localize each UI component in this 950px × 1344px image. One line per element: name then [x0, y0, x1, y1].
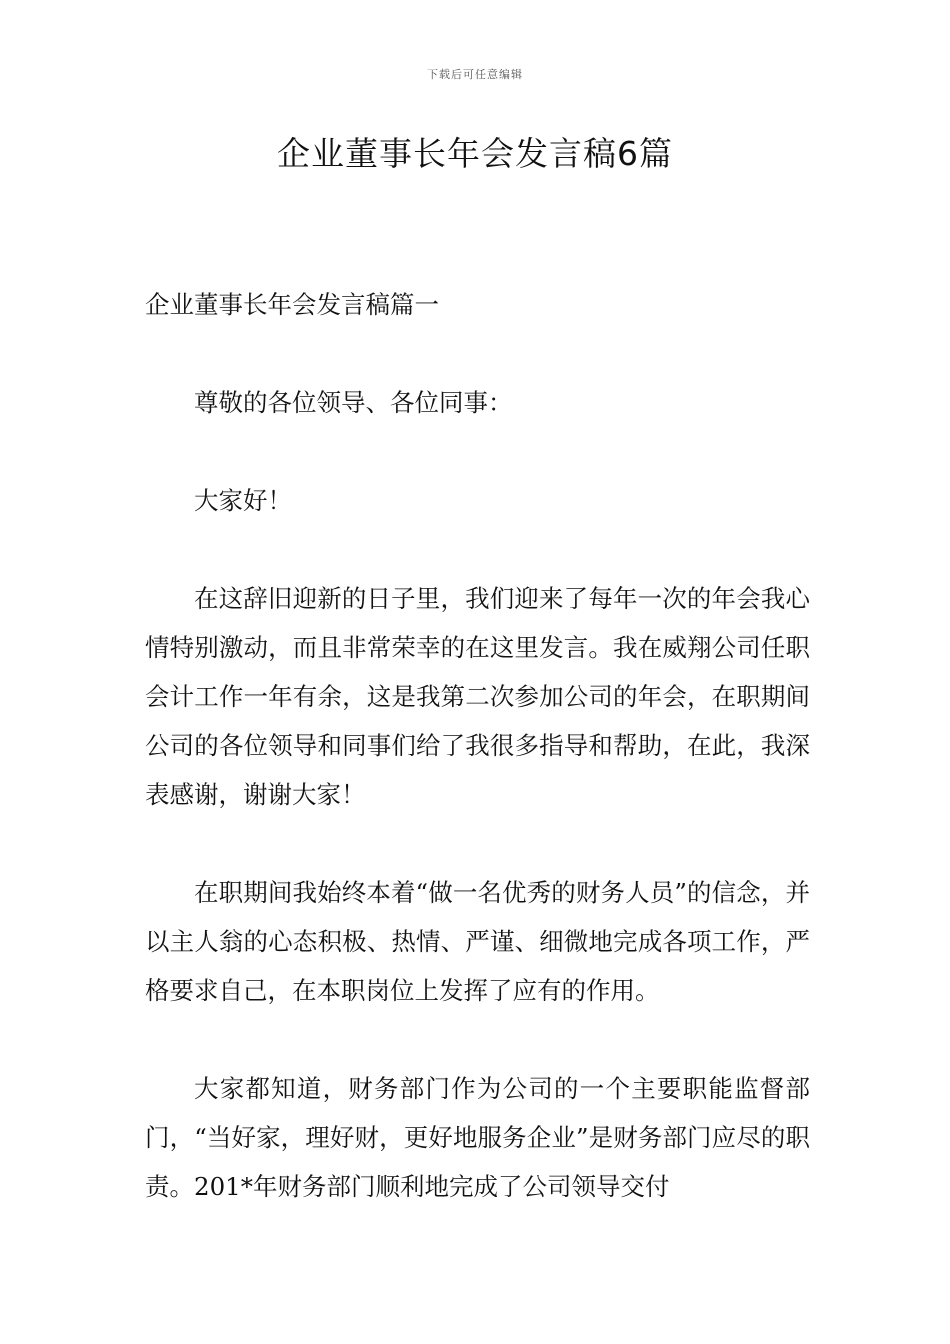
document-body	[145, 280, 810, 1260]
body-paragraph: 大家都知道，财务部门作为公司的一个主要职能监督部门，“当好家，理好财，更好地服务企业”是财务部门应尽的职责。201*年财务部门顺利地完成了公司领导交付	[145, 1074, 810, 1201]
body-paragraph: 在职期间我始终本着“做一名优秀的财务人员”的信念，并以主人翁的心态积极、热情、严谨、细微地完成各项工作，严格要求自己，在本职岗位上发挥了应有的作用。	[145, 878, 810, 1005]
salutation-paragraph: 尊敬的各位领导、各位同事：	[194, 388, 513, 417]
body-paragraph: 在这辞旧迎新的日子里，我们迎来了每年一次的年会我心情特别激动，而且非常荣幸的在这里发言。我在威翔公司任职会计工作一年有余，这是我第二次参加公司的年会，在职期间公司的各位领导和同事们给了我很多指导和帮助，在此，我深表感谢，谢谢大家！	[145, 584, 810, 809]
header-note: 下载后可任意编辑	[427, 68, 523, 81]
section-heading: 企业董事长年会发言稿篇一	[145, 290, 439, 319]
greeting-paragraph: 大家好！	[194, 486, 292, 515]
document-title: 企业董事长年会发言稿6篇	[277, 134, 673, 173]
